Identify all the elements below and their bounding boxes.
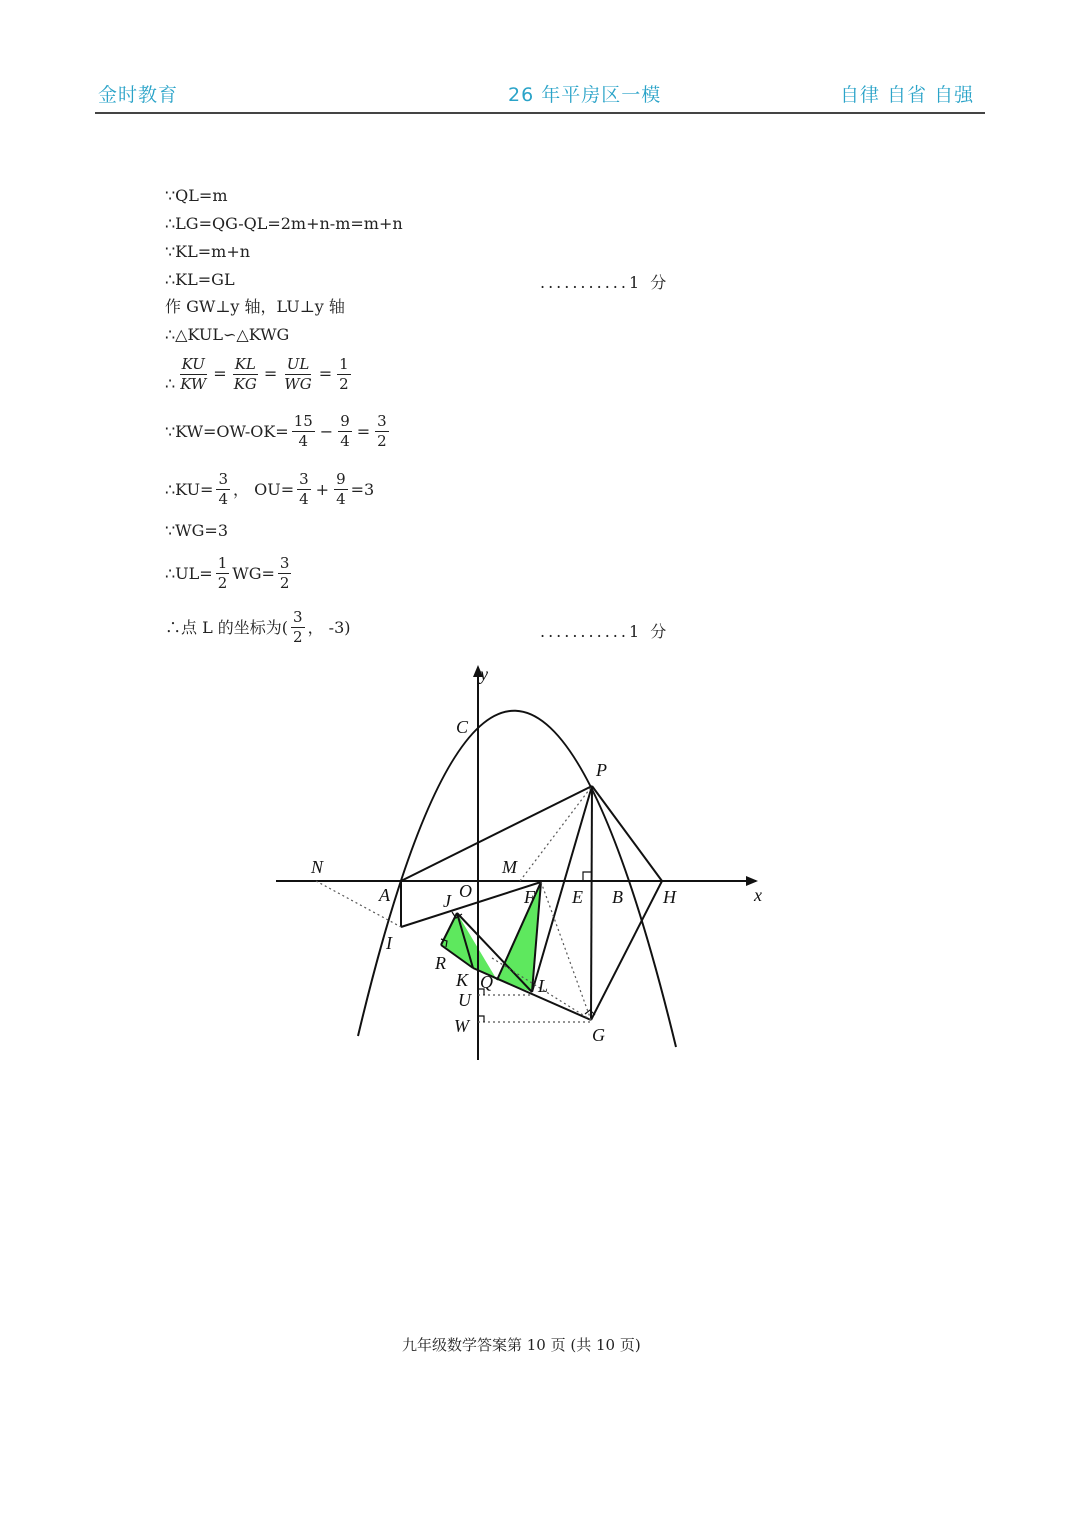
dotted-mp (520, 786, 592, 881)
score-1: ...........1 分 (540, 273, 670, 292)
line-7-ratio: ∴ $\frac{KU}{KW}$ = $\frac{KL}{KG}$ = $\frac{UL}{WG}$ = $\frac{1}{2}$ (165, 354, 349, 393)
label-i: I (386, 933, 392, 953)
label-q: Q (480, 972, 493, 992)
label-y: y (480, 664, 488, 684)
label-b: B (612, 887, 623, 907)
header-right: 自律 自省 自强 (840, 84, 975, 106)
label-p: P (596, 760, 607, 780)
label-u: U (458, 990, 471, 1010)
line-1: ∵QL=m (165, 186, 228, 205)
line-10: ∵WG=3 (165, 521, 228, 540)
line-8-kw: ∵KW=OW-OK= $\frac{15}{4}$ − $\frac{9}{4}$ = $\frac{3}{2}$ (165, 412, 387, 450)
label-a: A (379, 885, 390, 905)
label-h: H (663, 887, 676, 907)
fraction-3-4-a: $\frac{3}{4}$ (218, 470, 228, 508)
fraction-ul-wg: $\frac{UL}{WG}$ (284, 354, 312, 393)
line-7-prefix: ∴ (165, 374, 176, 393)
label-w: W (454, 1016, 469, 1036)
header-left: 金时教育 (98, 84, 179, 106)
fraction-3-2: $\frac{3}{2}$ (377, 412, 387, 450)
fraction-9-4: $\frac{9}{4}$ (340, 412, 350, 450)
fraction-9-4-b: $\frac{9}{4}$ (336, 470, 346, 508)
label-k: K (456, 970, 469, 990)
dotted-fg (541, 882, 591, 1020)
fraction-1-2: $\frac{1}{2}$ (217, 554, 228, 592)
line-11-ul: ∴UL= $\frac{1}{2}$ WG= $\frac{3}{2}$ (165, 554, 290, 592)
fraction-half: $\frac{1}{2}$ (339, 354, 349, 393)
label-n: N (311, 857, 324, 877)
score-2: ...........1 分 (540, 622, 670, 641)
fraction-kl-kg: $\frac{KL}{KG}$ (233, 354, 257, 393)
label-o: O (459, 881, 472, 901)
fraction-ku-kw: $\frac{KU}{KW}$ (180, 354, 207, 393)
label-e: E (572, 887, 583, 907)
label-j: J (443, 891, 451, 911)
line-3: ∵KL=m+n (165, 242, 251, 261)
label-r: R (435, 953, 446, 973)
line-9-ku-ou: ∴KU= $\frac{3}{4}$ ， OU= $\frac{3}{4}$ + $\frac{9}{4}$ =3 (165, 470, 375, 508)
fraction-3-2-b: $\frac{3}{2}$ (279, 554, 290, 592)
line-4: ∴KL=GL (165, 270, 235, 289)
line-12-point-l: ∴点 L 的坐标为( $\frac{3}{2}$ ， -3) (165, 608, 351, 646)
fraction-3-4-b: $\frac{3}{4}$ (299, 470, 309, 508)
page-footer: 九年级数学答案第 10 页 (共 10 页) (402, 1336, 641, 1354)
segment-pg (591, 786, 592, 1020)
segment-ap (401, 786, 592, 881)
fraction-15-4: $\frac{15}{4}$ (293, 412, 313, 450)
label-x: x (754, 885, 762, 905)
line-6: ∴△KUL∽△KWG (165, 325, 290, 344)
label-f: F (524, 887, 535, 907)
fraction-3-2-c: $\frac{3}{2}$ (293, 608, 303, 646)
line-2: ∴LG=QG-QL=2m+n-m=m+n (165, 214, 403, 233)
label-c: C (456, 717, 469, 737)
header-center: 26 年平房区一模 (508, 84, 662, 106)
label-l: L (538, 976, 549, 996)
right-angle-g (585, 1010, 595, 1015)
label-m: M (502, 857, 517, 877)
label-g: G (592, 1025, 605, 1045)
line-5: 作 GW⊥y 轴，LU⊥y 轴 (165, 297, 345, 316)
segment-ph (592, 786, 662, 881)
